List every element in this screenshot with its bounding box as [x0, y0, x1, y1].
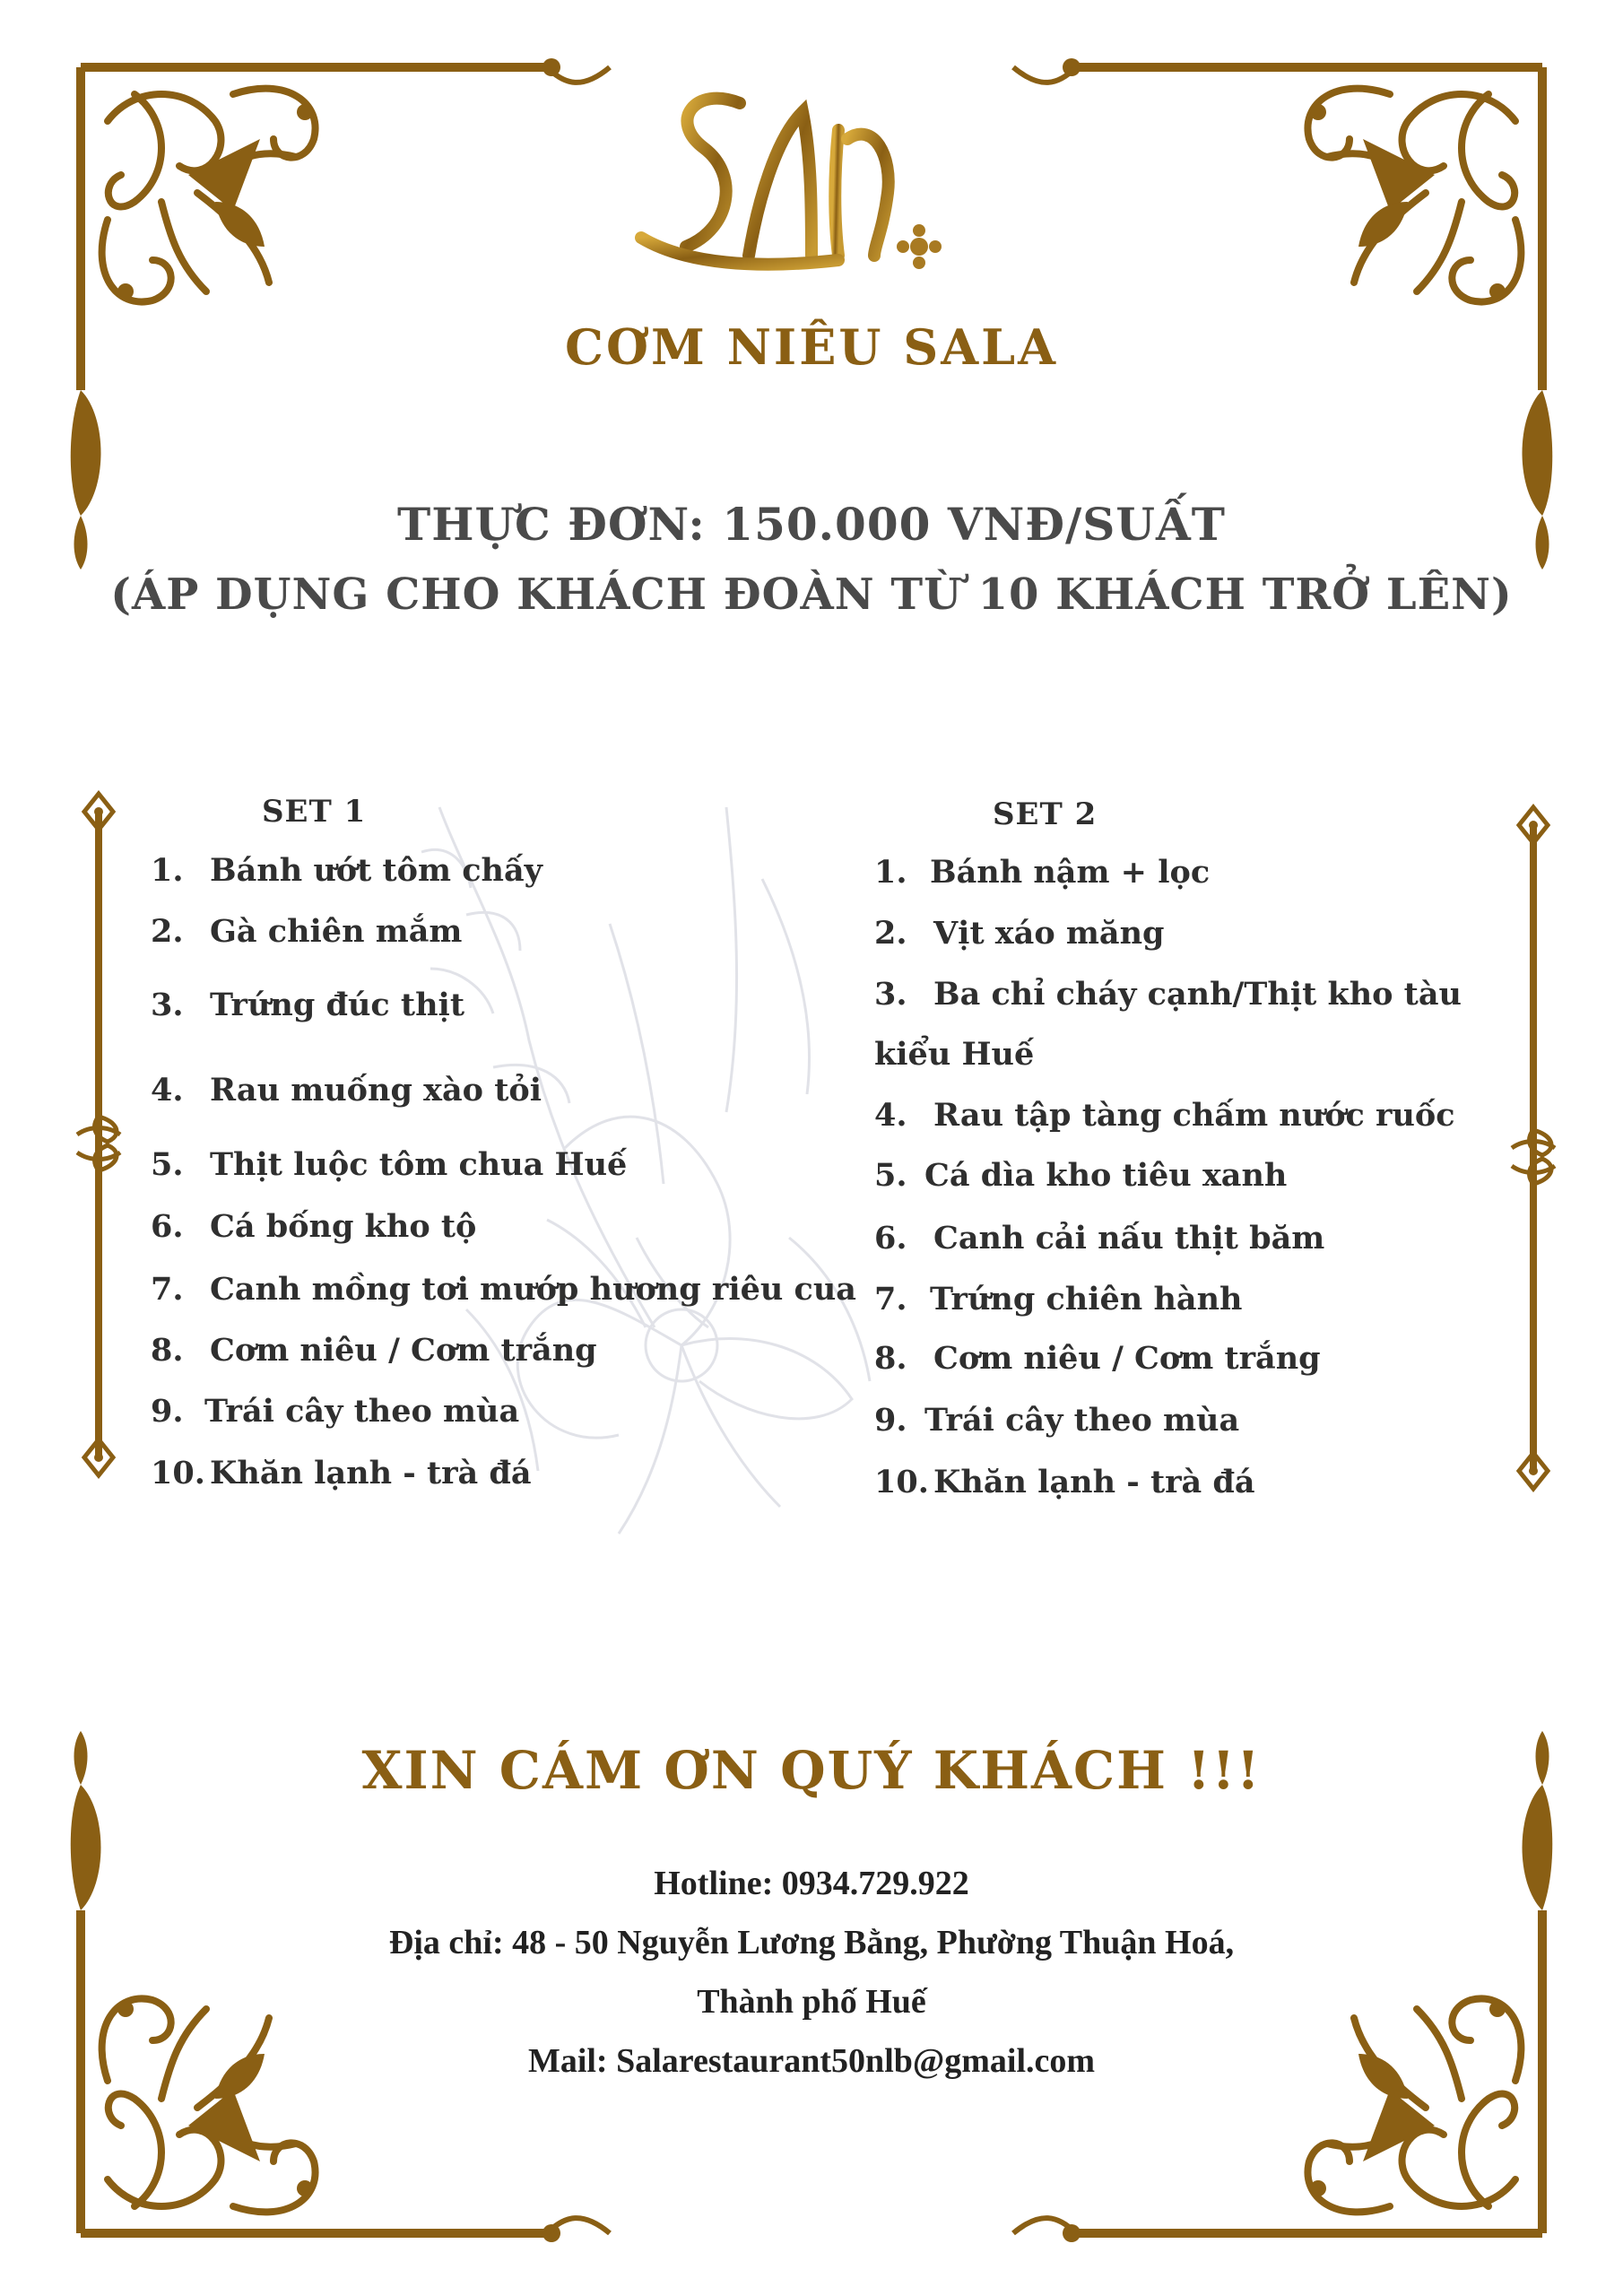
menu-item [874, 976, 1462, 1013]
menu-item-number: 3. [874, 976, 907, 1013]
menu-item-text: Cá bống kho tộ [210, 1208, 477, 1245]
menu-item-text: Trái cây theo mùa [204, 1393, 520, 1430]
menu-item-number: 2. [874, 915, 907, 952]
menu-item-number: 7. [874, 1281, 907, 1318]
menu-item-text: Gà chiên mắm [210, 913, 463, 950]
menu-item-text: Vịt xáo măng [933, 915, 1165, 952]
menu-item-text: Canh cải nấu thịt băm [933, 1220, 1325, 1257]
menu-item [151, 1393, 519, 1430]
restaurant-name: CƠM NIÊU SALA [564, 318, 1059, 376]
menu-item [874, 854, 1210, 891]
menu-item [151, 1271, 856, 1308]
address-line-2: Thành phố Huế [697, 1983, 926, 2021]
menu-item-text: Trái cây theo mùa [924, 1402, 1240, 1439]
menu-item [874, 1464, 1255, 1500]
menu-item [874, 1281, 1242, 1318]
menu-item-text: Rau muống xào tỏi [210, 1072, 542, 1109]
menu-item-number: 9. [874, 1402, 907, 1439]
menu-item-number: 10. [874, 1464, 929, 1500]
menu-item [151, 1455, 532, 1492]
menu-item-text: kiểu Huế [874, 1036, 1035, 1073]
menu-item [151, 1146, 627, 1183]
menu-price-title: THỰC ĐƠN: 150.000 VNĐ/SUẤT [396, 498, 1227, 551]
menu-item-text: Cá dìa kho tiêu xanh [924, 1157, 1288, 1194]
menu-item-text: Trứng đúc thịt [210, 987, 464, 1023]
menu-item-text: Bánh ướt tôm chấy [210, 852, 542, 889]
thank-you-message: XIN CÁM ƠN QUÝ KHÁCH !!! [361, 1740, 1262, 1801]
menu-item-number: 5. [151, 1146, 184, 1183]
menu-item-text: Canh mồng tơi mướp hương riêu cua [210, 1271, 856, 1308]
menu-item [151, 1332, 597, 1369]
address-line-1: Địa chỉ: 48 - 50 Nguyễn Lương Bằng, Phường Thuận Hoá, [388, 1924, 1235, 1961]
menu-item-number: 6. [874, 1220, 907, 1257]
menu-item [874, 1097, 1455, 1134]
menu-item-number: 2. [151, 913, 184, 950]
menu-item-text: Thịt luộc tôm chua Huế [210, 1146, 628, 1183]
menu-item-text: Trứng chiên hành [930, 1281, 1243, 1318]
menu-item-number: 6. [151, 1208, 184, 1245]
menu-item [151, 1208, 476, 1245]
menu-item-number: 5. [874, 1157, 907, 1194]
menu-item [874, 1402, 1239, 1439]
menu-item-number: 4. [874, 1097, 907, 1134]
email: Mail: Salarestaurant50nlb@gmail.com [527, 2042, 1096, 2080]
menu-item-number: 3. [151, 987, 184, 1023]
menu-group-note: (ÁP DỤNG CHO KHÁCH ĐOÀN TỪ 10 KHÁCH TRỞ LÊN) [110, 570, 1513, 620]
menu-item-text: Cơm niêu / Cơm trắng [933, 1340, 1321, 1377]
menu-item-number: 1. [874, 854, 907, 891]
menu-item [151, 1072, 542, 1109]
menu-item-number: 1. [151, 852, 184, 889]
set1-heading: SET 1 [262, 794, 367, 830]
menu-item [874, 1340, 1321, 1377]
menu-item [874, 1157, 1287, 1194]
logo-text: SALA [632, 76, 635, 77]
menu-item [151, 987, 464, 1023]
menu-item-text: Khăn lạnh - trà đá [933, 1464, 1255, 1500]
menu-item [874, 1220, 1324, 1257]
menu-item [874, 915, 1165, 952]
hotline: Hotline: 0934.729.922 [654, 1865, 969, 1902]
menu-item [151, 852, 542, 889]
menu-item-number: 4. [151, 1072, 184, 1109]
menu-item-number: 8. [151, 1332, 184, 1369]
set2-heading: SET 2 [993, 796, 1098, 832]
menu-item-text: Bánh nậm + lọc [930, 854, 1211, 891]
menu-item-text: Khăn lạnh - trà đá [210, 1455, 532, 1492]
menu-item-text: Cơm niêu / Cơm trắng [210, 1332, 597, 1369]
menu-item [874, 1036, 1034, 1073]
menu-item-number: 7. [151, 1271, 184, 1308]
menu-item-text: Ba chỉ cháy cạnh/Thịt kho tàu [933, 976, 1462, 1013]
menu-item-number: 9. [151, 1393, 184, 1430]
menu-item-number: 8. [874, 1340, 907, 1377]
menu-item [151, 913, 462, 950]
sala-logo [632, 76, 973, 300]
menu-item-number: 10. [151, 1455, 205, 1492]
menu-item-text: Rau tập tàng chấm nước ruốc [933, 1097, 1455, 1134]
